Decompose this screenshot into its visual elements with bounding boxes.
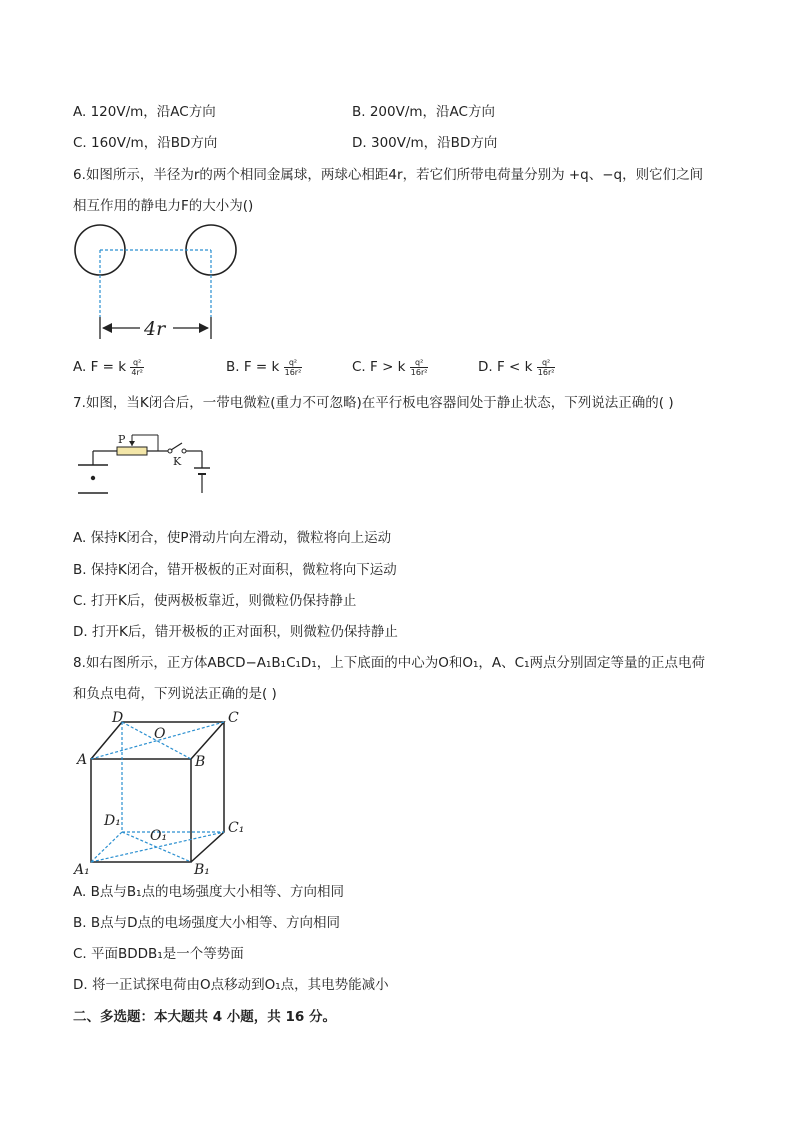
q7-circuit-figure bbox=[70, 430, 220, 500]
label-a1: A₁ bbox=[74, 862, 90, 878]
q6-option-b: B. F = k $\frac{\text{q²}}{\text{16r²}}$ bbox=[226, 357, 302, 377]
label-k: K bbox=[173, 455, 182, 468]
q8-stem-line-1: 8.如右图所示，正方体ABCD−A₁B₁C₁D₁，上下底面的中心为O和O₁，A、C₁两点分别固定等量的正点电荷 bbox=[73, 655, 705, 671]
q6-option-c: C. F > k $\frac{\text{q²}}{\text{16r²}}$ bbox=[352, 357, 428, 377]
q8-option-b: B. B点与D点的电场强度大小相等、方向相同 bbox=[73, 915, 341, 931]
q7-option-d: D. 打开K后，错开极板的正对面积，则微粒仍保持静止 bbox=[73, 624, 398, 640]
rheostat bbox=[117, 447, 147, 455]
q8-option-c: C. 平面BDDB₁是一个等势面 bbox=[73, 946, 244, 962]
label-c: C bbox=[228, 710, 239, 726]
q8-cube-figure bbox=[72, 707, 252, 879]
q8-option-d: D. 将一正试探电荷由O点移动到O₁点，其电势能减小 bbox=[73, 977, 389, 993]
dashed-link bbox=[100, 250, 211, 317]
label-b: B bbox=[195, 754, 206, 770]
q7-option-c: C. 打开K后，使两极板靠近，则微粒仍保持静止 bbox=[73, 593, 357, 609]
distance-label: 4r bbox=[144, 318, 166, 340]
label-c1: C₁ bbox=[228, 820, 245, 836]
q7-option-a: A. 保持K闭合，使P滑动片向左滑动，微粒将向上运动 bbox=[73, 530, 392, 546]
label-d: D bbox=[112, 710, 124, 726]
q6-stem-line-1: 6.如图所示，半径为r的两个相同金属球，两球心相距4r，若它们所带电荷量分别为 +q、−q，则它们之间 bbox=[73, 167, 704, 183]
q5-option-d: D. 300V/m，沿BD方向 bbox=[352, 135, 498, 151]
label-o1: O₁ bbox=[150, 828, 168, 844]
label-o: O bbox=[154, 726, 166, 742]
q5-option-b: B. 200V/m，沿AC方向 bbox=[352, 104, 495, 120]
label-a: A bbox=[77, 752, 88, 768]
q5-option-a: A. 120V/m，沿AC方向 bbox=[73, 104, 216, 120]
label-b1: B₁ bbox=[194, 862, 210, 878]
q6-stem-line-2: 相互作用的静电力F的大小为() bbox=[73, 198, 254, 214]
q8-stem-line-2: 和负点电荷，下列说法正确的是( ) bbox=[73, 686, 277, 702]
charged-particle bbox=[91, 476, 95, 480]
section-2-heading: 二、多选题：本大题共 4 小题，共 16 分。 bbox=[73, 1009, 336, 1025]
q6-two-spheres-figure bbox=[70, 222, 245, 347]
q7-stem: 7.如图，当K闭合后，一带电微粒(重力不可忽略)在平行板电容器间处于静止状态，下列说法正确的( ) bbox=[73, 395, 674, 411]
q7-option-b: B. 保持K闭合，错开极板的正对面积，微粒将向下运动 bbox=[73, 562, 397, 578]
q5-option-c: C. 160V/m，沿BD方向 bbox=[73, 135, 218, 151]
q6-option-a: A. F = k $\frac{\text{q²}}{\text{4r²}}$ bbox=[73, 357, 143, 377]
q8-option-a: A. B点与B₁点的电场强度大小相等、方向相同 bbox=[73, 884, 345, 900]
label-p: P bbox=[118, 433, 126, 446]
q6-option-d: D. F < k $\frac{\text{q²}}{\text{16r²}}$ bbox=[478, 357, 555, 377]
label-d1: D₁ bbox=[104, 813, 121, 829]
